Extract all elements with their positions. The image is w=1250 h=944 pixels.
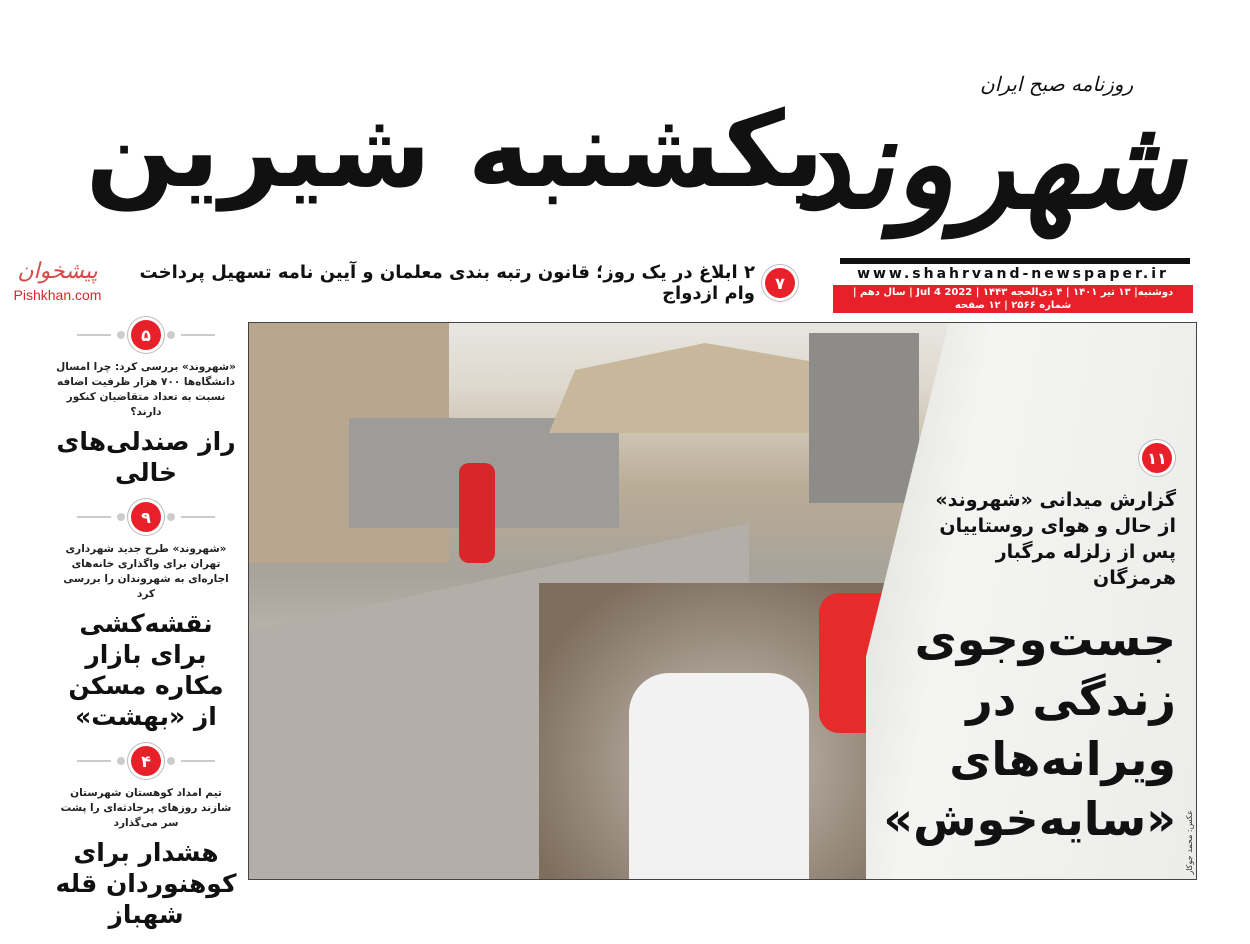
watermark-fa: پیشخوان bbox=[17, 259, 98, 284]
item-kicker: تیم امداد کوهستان شهرستان شازند روزهای پرحادثه‌ای را پشت سر می‌گذارد bbox=[60, 787, 232, 829]
side-column bbox=[55, 320, 237, 944]
item-title: نقشه‌کشی برای بازار مکاره مسکن از «بهشت» bbox=[68, 609, 224, 731]
dateline-bar: دوشنبه| ۱۳ تیر ۱۴۰۱ | ۴ ذی‌الحجه ۱۴۴۳ | 2022 Jul 4 | سال دهم | شماره ۲۵۶۶ | ۱۲ صفحه bbox=[833, 285, 1193, 313]
item-title: هشدار برای کوهنوردان قله شهباز bbox=[55, 838, 237, 929]
item-title: راز صندلی‌های خالی bbox=[56, 427, 236, 487]
side-item bbox=[55, 320, 237, 488]
subheadline-text: ۲ ابلاغ در یک روز؛ قانون رتبه بندی معلمان و آیین نامه تسهیل پرداخت وام ازدواج bbox=[139, 262, 755, 304]
page-badge: ۵ bbox=[131, 320, 161, 350]
masthead-logo bbox=[787, 62, 1211, 262]
watermark-en: Pishkhan.com bbox=[13, 287, 102, 303]
building bbox=[809, 333, 919, 503]
item-kicker: «شهروند» طرح جدید شهرداری تهران برای واگذاری خانه‌های اجاره‌ای به شهروندان را بررسی کرد bbox=[63, 543, 229, 600]
main-story bbox=[883, 443, 1176, 849]
page-badge: ۱۱ bbox=[1142, 443, 1172, 473]
subheadline bbox=[115, 262, 795, 304]
logo-tagline: روزنامه صبح ایران bbox=[980, 72, 1134, 96]
page-badge: ۴ bbox=[131, 746, 161, 776]
logo-rule bbox=[840, 258, 1190, 264]
lead-photo bbox=[248, 322, 1197, 880]
side-item bbox=[55, 746, 237, 930]
story-kicker: گزارش میدانی «شهروند» از حال و هوای روستاییان پس از زلزله مرگبار هرمزگان bbox=[935, 489, 1176, 589]
page-badge: ۹ bbox=[131, 502, 161, 532]
watermark bbox=[5, 258, 110, 318]
story-title: جست‌وجوی زندگی در ویرانه‌های «سایه‌خوش» bbox=[883, 612, 1176, 846]
item-separator bbox=[55, 746, 237, 776]
website-url: www.shahrvand-newspaper.ir bbox=[857, 266, 1169, 282]
page-badge: ۷ bbox=[765, 268, 795, 298]
photo-credit: عکس: محمد جوکار bbox=[1185, 810, 1194, 875]
item-separator bbox=[55, 320, 237, 350]
logo-wordmark: شهروند bbox=[787, 91, 1211, 237]
main-headline: یکشنبه شیرین bbox=[85, 89, 825, 211]
rescuer-figure bbox=[459, 463, 495, 563]
side-item bbox=[55, 502, 237, 732]
item-kicker: «شهروند» بررسی کرد: چرا امسال دانشگاه‌ها ۷۰۰ هزار ظرفیت اضافه نسبت به تعداد متقاضیان کنکور دارند؟ bbox=[56, 361, 236, 418]
hill bbox=[549, 343, 809, 433]
rescuer-vest bbox=[629, 673, 809, 880]
item-separator bbox=[55, 502, 237, 532]
